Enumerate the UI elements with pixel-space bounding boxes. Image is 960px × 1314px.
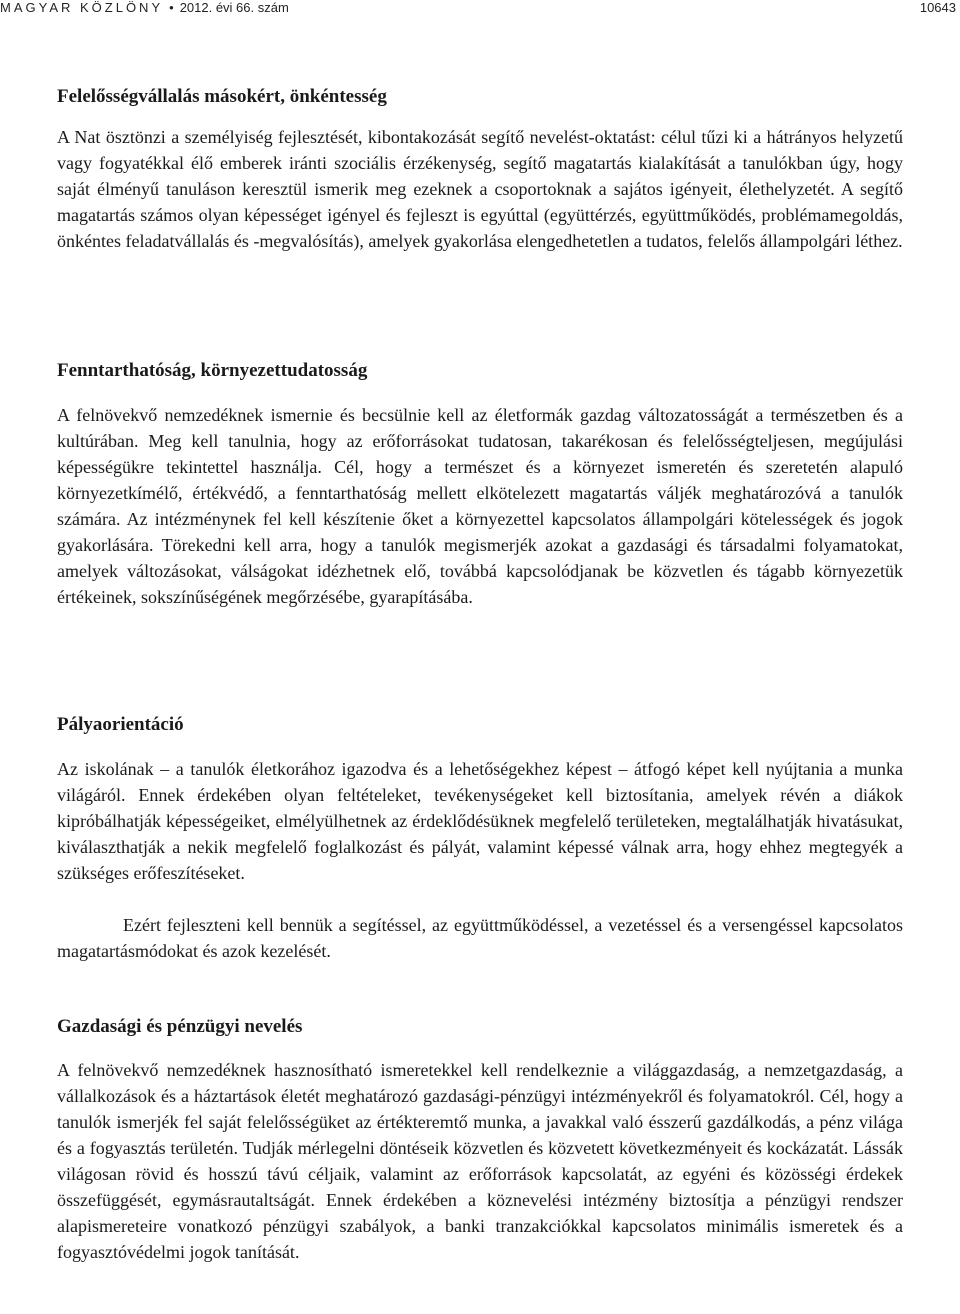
section-title: Felelősségvállalás másokért, önkéntesség [57, 86, 387, 107]
section-title: Pályaorientáció [57, 714, 184, 735]
bullet-separator: • [169, 0, 174, 15]
section-paragraph: A felnövekvő nemzedéknek ismernie és becsülnie kell az életformák gazdag változatosságát a természetben és a kultúrában. Meg kell tanulnia, hogy az erőforrásokat tudatosan, takarékosan és felelősségteljesen, megújulási képességükre tekintettel használja. Cél, hogy a természet és a környezet ismeretén és szeretetén alapuló környezetkímélő, értékvédő, a fenntarthatóság mellett elkötelezett magatartás váljék meghatározóvá a tanulók számára. Az intézménynek fel kell készítenie őket a környezettel kapcsolatos állampolgári kötelességek és jogok gyakorlására. Törekedni kell arra, hogy a tanulók megismerjék azokat a gazdasági és társadalmi folyamatokat, amelyek változásokat, válságokat idézhetnek elő, továbbá kapcsolódjanak be közvetlen és tágabb környezetük értékeinek, sokszínűségének megőrzésébe, gyarapításába. [57, 405, 903, 607]
section-title: Fenntarthatóság, környezettudatosság [57, 360, 368, 381]
section-paragraph: A Nat ösztönzi a személyiség fejlesztését, kibontakozását segítő nevelést-oktatást: célul tűzi ki a hátrányos helyzetű vagy fogyatékkal élő emberek iránti szociális érzékenység, segítő magatartás kialakítását a tanulókban úgy, hogy saját élményű tanuláson keresztül ismerik meg ezeknek a csoportoknak a sajátos igényeit, élethelyzetét. A segítő magatartás számos olyan képességet igényel és fejleszt is egyúttal (együttérzés, együttműködés, problémamegoldás, önkéntes feladatvállalás és -megvalósítás), amelyek gyakorlása elengedhetetlen a tudatos, felelős állampolgári léthez. [57, 127, 903, 251]
section-paragraph: Ezért fejleszteni kell bennük a segítéssel, az együttműködéssel, a vezetéssel és a versengéssel kapcsolatos magatartásmódokat és azok kezelését. [57, 915, 903, 961]
section-paragraph: Az iskolának – a tanulók életkorához igazodva és a lehetőségekhez képest – átfogó képet kell nyújtania a munka világáról. Ennek érdekében olyan feltételeket, tevékenységeket kell biztosítania, amelyek révén a diákok kipróbálhatják képességeiket, elmélyülhetnek az érdeklődésüknek megfelelő területeken, megtalálhatják hivatásukat, kiválaszthatják a nekik megfelelő foglalkozást és pályát, valamint képessé válnak arra, hogy ehhez megtegyék a szükséges erőfeszítéseket. [57, 759, 903, 883]
running-head [0, 0, 289, 15]
issue-label: 2012. évi 66. szám [179, 0, 289, 15]
page-number: 10643 [919, 0, 956, 15]
page-header [0, 0, 960, 22]
section-title: Gazdasági és pénzügyi nevelés [57, 1016, 303, 1037]
journal-name: MAGYAR KÖZLÖNY [0, 0, 164, 15]
section-paragraph: A felnövekvő nemzedéknek hasznosítható ismeretekkel kell rendelkeznie a világgazdaság, a nemzetgazdaság, a vállalkozások és a háztartások életét meghatározó gazdasági-pénzügyi intézményekről és folyamatokról. Cél, hogy a tanulók ismerjék fel saját felelősségüket az értékteremtő munka, a javakkal való ésszerű gazdálkodás, a pénz világa és a fogyasztás területén. Tudják mérlegelni döntéseik közvetlen és közvetett következményeit és kockázatát. Lássák világosan rövid és hosszú távú céljaik, valamint az erőforrások kapcsolatát, az egyéni és közösségi érdekek összefüggését, egymásrautaltságát. Ennek érdekében a köznevelési intézmény biztosítja a pénzügyi rendszer alapismereteire vonatkozó pénzügyi szabályok, a banki tranzakciókkal kapcsolatos minimális ismeretek és a fogyasztóvédelmi jogok tanítását. [57, 1060, 903, 1262]
